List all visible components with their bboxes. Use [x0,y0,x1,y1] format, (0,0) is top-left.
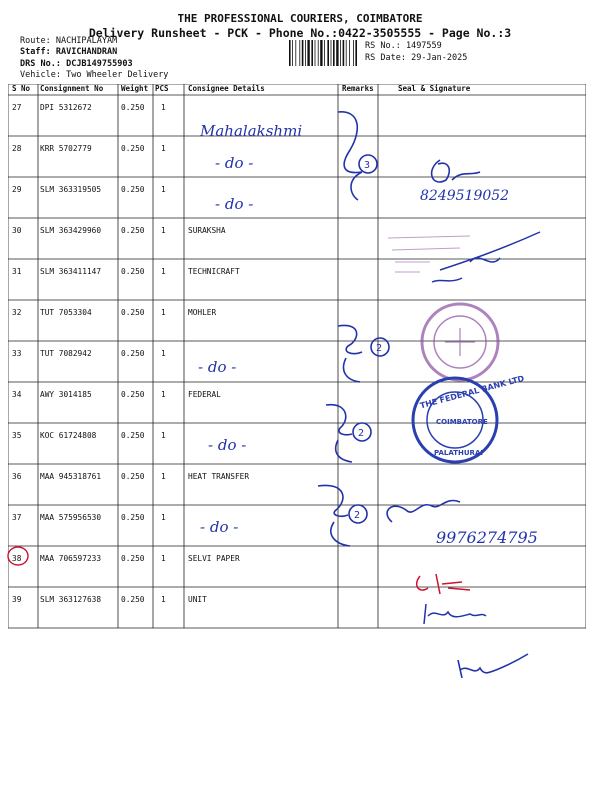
ditto-mark-29: - do - [215,195,254,213]
rs-no-line: RS No.: 1497559 [365,41,442,51]
row-weight: 0.250 [121,103,145,112]
row-weight: 0.250 [121,267,145,276]
row-consignment: AWY 3014185 [40,390,92,399]
table-row [8,546,586,587]
table-row [8,218,586,259]
company-title: THE PROFESSIONAL COURIERS, COIMBATORE [177,12,423,25]
ditto-mark-33: - do - [198,358,237,376]
signature-5 [458,654,528,678]
row-pcs: 1 [161,595,166,604]
row-pcs: 1 [161,554,166,563]
row-consignee: SURAKSHA [188,226,226,235]
svg-text:3: 3 [364,160,371,171]
row-weight: 0.250 [121,308,145,317]
row-pcs: 1 [161,349,166,358]
row-pcs: 1 [161,103,166,112]
row-pcs: 1 [161,472,166,481]
row-weight: 0.250 [121,554,145,563]
table-row [8,423,586,464]
row-consignment: SLM 363319505 [40,185,102,194]
row-consignment: MAA 706597233 [40,554,102,563]
svg-text:2: 2 [354,510,361,521]
row-consignment: TUT 7053304 [40,308,92,317]
row-consignee: MOHLER [188,308,217,317]
rs-date-value: 29-Jan-2025 [411,53,468,63]
col-consignment: Consignment No [40,84,104,93]
ditto-mark-35: - do - [208,436,247,454]
row-sno: 29 [12,185,22,194]
row-consignment: SLM 363127638 [40,595,102,604]
handwritten-phone-2: 9976274795 [436,528,538,547]
row-weight: 0.250 [121,595,145,604]
row-consignment: SLM 363411147 [40,267,102,276]
row-consignee: TECHNICRAFT [188,267,240,276]
table-row [8,341,586,382]
handwritten-name: Mahalakshmi [200,122,303,140]
row-weight: 0.250 [121,472,145,481]
row-consignee: UNIT [188,595,207,604]
row-weight: 0.250 [121,226,145,235]
barcode-icon [289,40,359,66]
col-sno: S No [12,84,31,93]
col-remarks: Remarks [342,84,374,93]
row-pcs: 1 [161,267,166,276]
svg-text:2: 2 [376,343,383,354]
svg-text:2: 2 [358,428,365,439]
row-sno: 28 [12,144,22,153]
col-consignee: Consignee Details [188,84,265,93]
col-pcs: PCS [155,84,169,93]
row-consignee: HEAT TRANSFER [188,472,250,481]
row-sno: 35 [12,431,22,440]
row-consignment: MAA 945318761 [40,472,102,481]
row-sno: 34 [12,390,22,399]
row-sno: 38 [12,554,22,563]
row-sno: 37 [12,513,22,522]
row-consignment: MAA 575956530 [40,513,102,522]
drs-line: DRS No.: DCJB149755903 [20,59,133,69]
col-seal: Seal & Signature [398,84,471,93]
row-pcs: 1 [161,226,166,235]
row-sno: 33 [12,349,22,358]
rs-date-line: RS Date: 29-Jan-2025 [365,53,468,63]
row-consignment: DPI 5312672 [40,103,92,112]
row-pcs: 1 [161,308,166,317]
col-weight: Weight [121,84,149,93]
rs-no-value: 1497559 [405,41,442,51]
drs-value: DCJB149755903 [66,59,133,69]
row-pcs: 1 [161,390,166,399]
table-row [8,177,586,218]
row-weight: 0.250 [121,185,145,194]
staff-value: RAVICHANDRAN [55,47,118,57]
row-weight: 0.250 [121,144,145,153]
table-row [8,95,586,136]
row-weight: 0.250 [121,390,145,399]
table-row [8,464,586,505]
table-row [8,259,586,300]
row-weight: 0.250 [121,513,145,522]
row-sno: 39 [12,595,22,604]
row-sno: 32 [12,308,22,317]
handwritten-phone-1: 8249519052 [420,188,510,204]
row-consignment: KRR 5702779 [40,144,92,153]
row-consignment: TUT 7082942 [40,349,92,358]
runsheet-table [8,84,586,632]
row-weight: 0.250 [121,431,145,440]
row-consignee: SELVI PAPER [188,554,240,563]
row-weight: 0.250 [121,349,145,358]
row-sno: 27 [12,103,22,112]
vehicle-value: Two Wheeler Delivery [66,70,169,80]
ditto-mark-37: - do - [200,518,239,536]
stamp-center-text: COIMBATORE [436,418,488,426]
row-consignment: SLM 363429960 [40,226,102,235]
table-row [8,382,586,423]
row-sno: 31 [12,267,22,276]
table-row [8,300,586,341]
row-pcs: 1 [161,144,166,153]
row-sno: 36 [12,472,22,481]
table-row [8,505,586,546]
stamp-branch-text: PALATHURAI [434,449,483,457]
ditto-mark-28: - do - [215,154,254,172]
row-pcs: 1 [161,185,166,194]
row-consignment: KOC 61724808 [40,431,97,440]
row-pcs: 1 [161,431,166,440]
row-consignee: FEDERAL [188,390,221,399]
table-row [8,587,586,628]
runsheet-title: Delivery Runsheet - PCK - Phone No.:0422-3505555 - Page No.:3 [88,26,512,40]
row-pcs: 1 [161,513,166,522]
staff-line: Staff: RAVICHANDRAN [20,47,118,57]
stamp-ring-text: THE FEDERAL BANK LTD [419,373,526,411]
route-value: NACHIPALAYAM [55,36,118,46]
route-line: Route: NACHIPALAYAM [20,36,118,46]
vehicle-line: Vehicle: Two Wheeler Delivery [20,70,169,80]
table-row [8,136,586,177]
row-sno: 30 [12,226,22,235]
